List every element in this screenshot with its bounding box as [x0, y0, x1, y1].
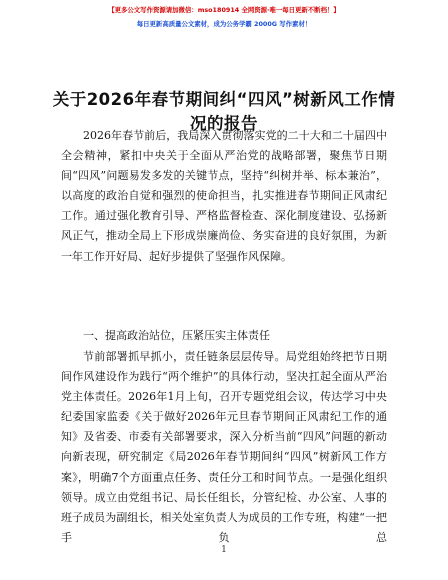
intro-text: 2026年春节前后，我局深入贯彻落实党的二十大和二十届四中全会精神，紧扣中央关于全面从严治党的战略部署，聚焦节日期间“四风”问题易发多发的关键节点，坚持“纠树并举、标本兼治”，以高度的政治自觉和强烈的使命担当，扎实推进春节期间正风肃纪工作。通过强化教育引导、严格监督检查、深化制度建设、弘扬新风正气，推动全局上下形成崇廉尚俭、务实奋进的良好氛围，为新一年工作开好局、起好步提供了坚强作风保障。 [61, 129, 387, 263]
section-heading-1 [61, 326, 387, 346]
section-1-paragraph [61, 347, 387, 548]
page-number: 1 [221, 545, 227, 555]
document-title: 关于2026年春节期间纠“四风”树新风工作情况的报告 [52, 90, 396, 133]
promo-banner-line1: 【更多公文写作资源请加微信：mso180914 全网资源·唯一每日更新不断档！】 [108, 6, 340, 14]
section-1-text: 节前部署抓早抓小，责任链条层层传导。局党组始终把节日期间作风建设作为践行“两个维护”的具体行动，坚决扛起全面从严治党主体责任。2026年1月上旬，召开专题党组会议，传达学习中央纪委国家监委《关于做好2026年元旦春节期间正风肃纪工作的通知》及省委、市委有关部署要求，深入分析当前“四风”问题的新动向新表现，研究制定《局2026年春节期间纠“四风”树新风工作方案》，明确7个方面重点任务、责任分工和时间节点。一是强化组织领导。成立由党组书记、局长任组长，分管纪检、办公室、人事的班子成员为副组长，相关处室负责人为成员的工作专班，构建“一把手负总 [61, 350, 387, 544]
section-heading-text: 一、提高政治站位，压紧压实主体责任 [83, 329, 270, 342]
promo-banner-line2: 每日更新高质量公文素材，成为公务学霸 2000G 写作素材！ [136, 20, 312, 28]
intro-paragraph [61, 126, 387, 267]
